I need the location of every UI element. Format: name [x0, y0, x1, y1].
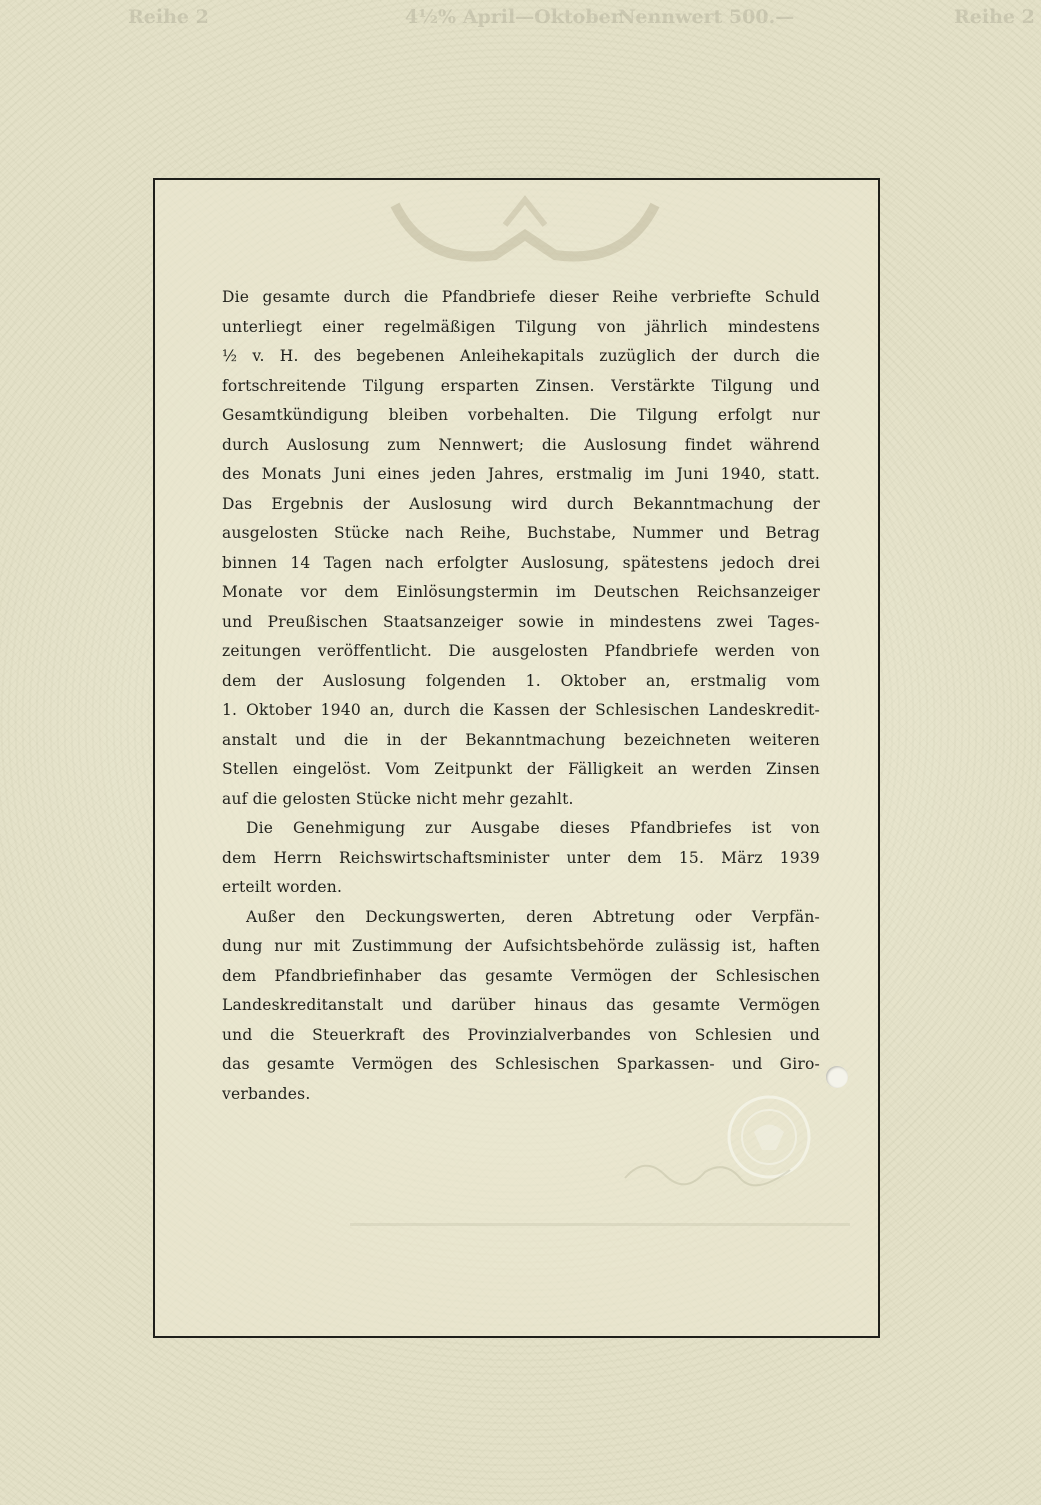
text-line: erteilt worden. — [222, 878, 343, 896]
terms-text-block — [222, 283, 820, 1109]
faint-signature-icon — [620, 1150, 820, 1190]
text-line: auf die gelosten Stücke nicht mehr gezahlt. — [222, 789, 574, 808]
text-line: durch Auslosung zum Nennwert; die Auslosung findet während — [222, 435, 820, 454]
text-line: dung nur mit Zustimmung der Aufsichtsbehörde zulässig ist, haften — [222, 937, 820, 955]
text-line: Die gesamte durch die Pfandbriefe dieser Reihe verbriefte Schuld — [222, 288, 820, 306]
text-line: dem Herrn Reichswirtschaftsminister unter dem 15. März 1939 — [222, 848, 820, 867]
text-line: und Preußischen Staatsanzeiger sowie in mindestens zwei Tages- — [222, 612, 820, 631]
faint-printed-line-icon — [350, 1218, 850, 1232]
text-line: Stellen eingelöst. Vom Zeitpunkt der Fälligkeit an werden Zinsen — [222, 760, 820, 778]
text-line: dem Pfandbriefinhaber das gesamte Vermögen der Schlesischen — [222, 966, 820, 985]
text-line: 1. Oktober 1940 an, durch die Kassen der Schlesischen Landeskredit- — [222, 701, 820, 719]
text-line: Landeskreditanstalt und darüber hinaus das gesamte Vermögen — [222, 996, 820, 1014]
header-middle-right-text: Nennwert 500.— — [618, 6, 795, 28]
text-line: fortschreitende Tilgung ersparten Zinsen. Verstärkte Tilgung und — [222, 376, 820, 395]
header-middle-text: 4½% April—Oktober — [405, 6, 621, 28]
header-right-text: Reihe 2 — [954, 6, 1035, 28]
text-line: dem der Auslosung folgenden 1. Oktober an, erstmalig vom — [222, 671, 820, 690]
text-line: anstalt und die in der Bekanntmachung bezeichneten weiteren — [222, 730, 820, 749]
text-line: ausgelosten Stücke nach Reihe, Buchstabe, Nummer und Betrag — [222, 524, 820, 542]
text-line: Das Ergebnis der Auslosung wird durch Bekanntmachung der — [222, 494, 820, 513]
punch-hole — [826, 1066, 848, 1088]
text-line: Monate vor dem Einlösungstermin im Deutschen Reichsanzeiger — [222, 583, 820, 601]
header-left-text: Reihe 2 — [128, 6, 209, 28]
text-line: binnen 14 Tagen nach erfolgter Auslosung, spätestens jedoch drei — [222, 553, 820, 572]
text-line: und die Steuerkraft des Provinzialverbandes von Schlesien und — [222, 1025, 820, 1044]
text-line: des Monats Juni eines jeden Jahres, erstmalig im Juni 1940, statt. — [222, 465, 820, 483]
text-line: das gesamte Vermögen des Schlesischen Sparkassen- und Giro- — [222, 1055, 820, 1073]
text-line: Außer den Deckungswerten, deren Abtretung oder Verpfän- — [246, 907, 820, 926]
faded-reverse-header — [0, 6, 1041, 36]
text-line: Die Genehmigung zur Ausgabe dieses Pfandbriefes ist von — [246, 819, 820, 837]
text-line: unterliegt einer regelmäßigen Tilgung von jährlich mindestens — [222, 317, 820, 336]
eagle-watermark-icon — [385, 195, 665, 275]
text-line: ½ v. H. des begebenen Anleihekapitals zuzüglich der durch die — [222, 347, 820, 365]
text-line: verbandes. — [222, 1084, 311, 1103]
text-line: zeitungen veröffentlicht. Die ausgelosten Pfandbriefe werden von — [222, 642, 820, 660]
text-line: Gesamtkündigung bleiben vorbehalten. Die Tilgung erfolgt nur — [222, 406, 820, 424]
